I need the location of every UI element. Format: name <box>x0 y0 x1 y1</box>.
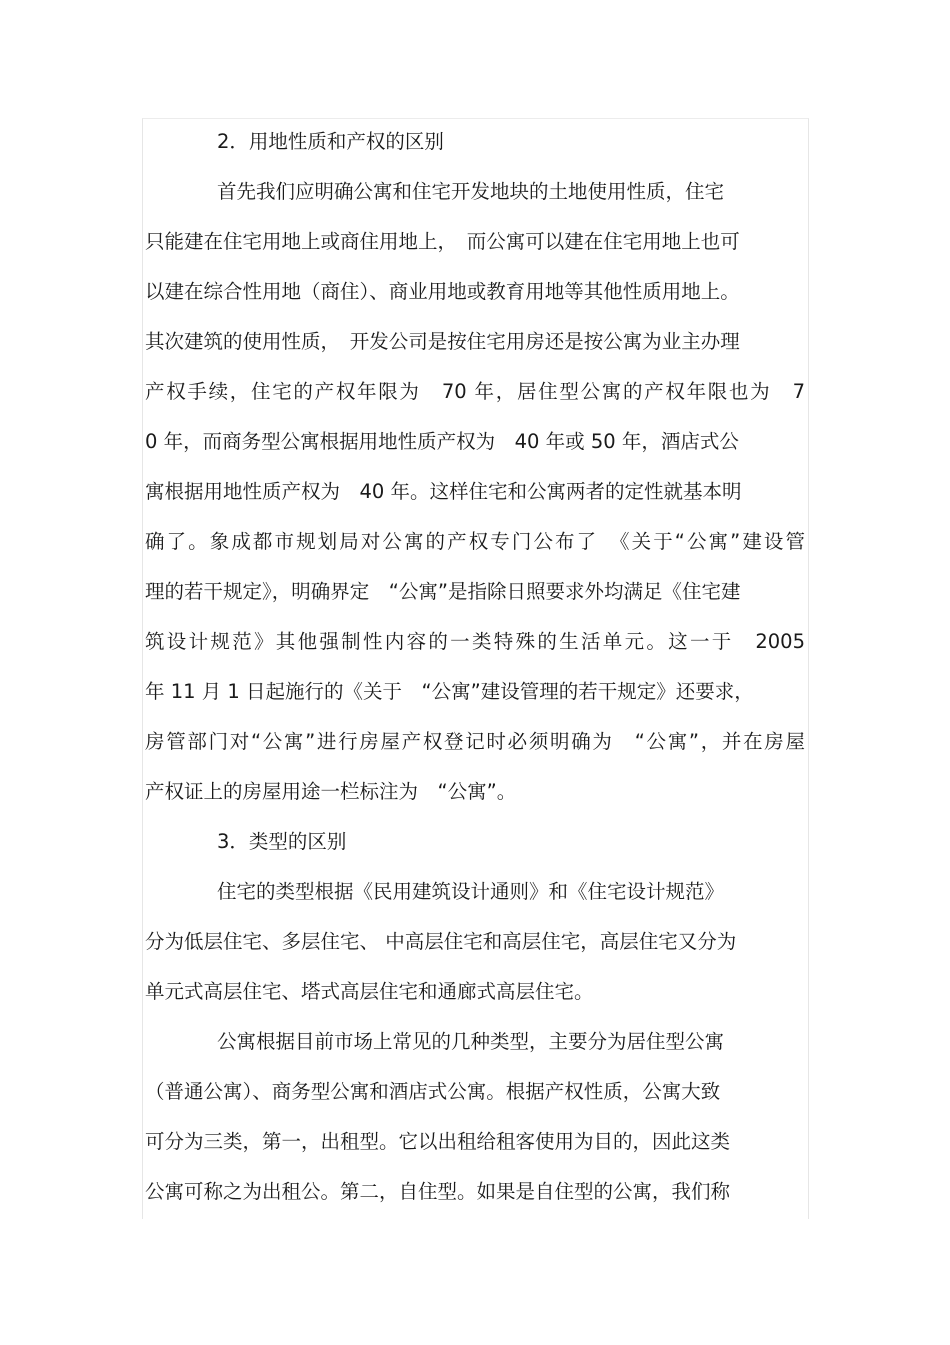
section-heading-2: 2．用地性质和产权的区别 <box>217 130 444 153</box>
paragraph-line: （普通公寓）、商务型公寓和酒店式公寓。根据产权性质，公寓大致 <box>145 1080 721 1103</box>
paragraph-line: 首先我们应明确公寓和住宅开发地块的土地使用性质，住宅 <box>217 180 725 203</box>
paragraph-line: 公寓可称之为出租公。第二，自住型。如果是自住型的公寓，我们称 <box>145 1180 731 1203</box>
paragraph-line: 房管部门对“公寓”进行房屋产权登记时必须明确为 “公寓”，并在房屋 <box>145 730 805 753</box>
paragraph-line: 确了。象成都市规划局对公寓的产权专门公布了 《关于“公寓”建设管 <box>145 530 805 553</box>
paragraph-line: 分为低层住宅、多层住宅、 中高层住宅和高层住宅，高层住宅又分为 <box>145 930 737 953</box>
paragraph-line: 筑设计规范》其他强制性内容的一类特殊的生活单元。这一于 2005 <box>145 630 805 653</box>
paragraph-line: 0 年，而商务型公寓根据用地性质产权为 40 年或 50 年，酒店式公 <box>145 430 739 453</box>
paragraph-line: 公寓根据目前市场上常见的几种类型，主要分为居住型公寓 <box>217 1030 725 1053</box>
paragraph-line: 产权手续，住宅的产权年限为 70 年，居住型公寓的产权年限也为 7 <box>145 380 805 403</box>
paragraph-line: 寓根据用地性质产权为 40 年。这样住宅和公寓两者的定性就基本明 <box>145 480 742 503</box>
paragraph-line: 只能建在住宅用地上或商住用地上， 而公寓可以建在住宅用地上也可 <box>145 230 740 253</box>
paragraph-line: 住宅的类型根据《民用建筑设计通则》和《住宅设计规范》 <box>217 880 725 903</box>
paragraph-line: 以建在综合性用地（商住）、商业用地或教育用地等其他性质用地上。 <box>145 280 740 303</box>
paragraph-line: 年 11 月 1 日起施行的《关于 “公寓”建设管理的若干规定》还要求， <box>145 680 754 703</box>
paragraph-line: 产权证上的房屋用途一栏标注为 “公寓”。 <box>145 780 517 803</box>
paragraph-line: 其次建筑的使用性质， 开发公司是按住宅用房还是按公寓为业主办理 <box>145 330 740 353</box>
paragraph-line: 单元式高层住宅、塔式高层住宅和通廊式高层住宅。 <box>145 980 594 1003</box>
section-heading-3: 3．类型的区别 <box>217 830 347 853</box>
paragraph-line: 可分为三类，第一，出租型。它以出租给租客使用为目的，因此这类 <box>145 1130 731 1153</box>
paragraph-line: 理的若干规定》，明确界定 “公寓”是指除日照要求外均满足《住宅建 <box>145 580 741 603</box>
